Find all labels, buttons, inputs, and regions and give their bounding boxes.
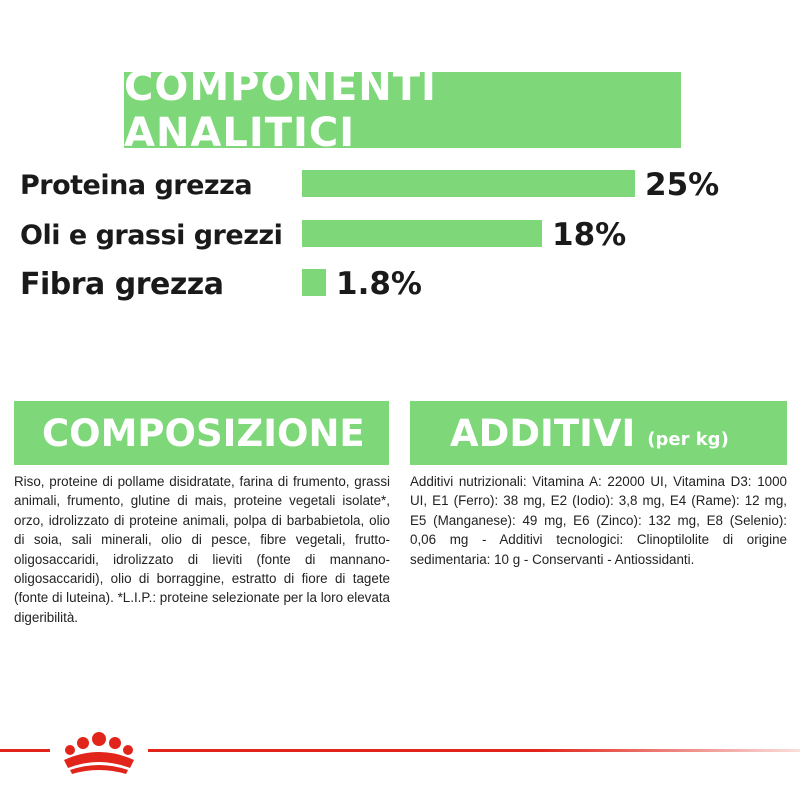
row-label: Proteina grezza xyxy=(20,169,253,201)
analitici-row-fibre xyxy=(0,259,800,309)
additivi-title-banner xyxy=(410,401,787,465)
royal-crown-icon xyxy=(54,730,144,776)
analitici-title: COMPONENTI ANALITICI xyxy=(124,64,437,156)
row-bar xyxy=(302,170,635,197)
row-bar xyxy=(302,269,326,296)
row-bar xyxy=(302,220,542,247)
composizione-title: COMPOSIZIONE xyxy=(42,411,365,455)
analitici-title-banner xyxy=(124,64,681,156)
footer-line-right xyxy=(148,749,800,752)
composizione-text: Riso, proteine di pollame disidratate, farina di frumento, grassi animali, frumento, glutine di mais, proteine vegetali isolate*, orzo, idrolizzato di proteine animali, polpa di barbabietola, olio di soia, sali minerali, olio di pesce, fibre vegetali, frutto-oligosaccaridi, idrolizzato di lieviti (fonte di mannano-oligosaccaridi), olio di borraggine, estratto di fiore di tagete (fonte di luteina). *L.I.P.: proteine selezionate per la loro elevata digeribilità. xyxy=(14,474,390,625)
row-value: 25% xyxy=(645,167,720,203)
row-label: Oli e grassi grezzi xyxy=(20,219,283,251)
additivi-subtitle: (per kg) xyxy=(647,428,729,450)
additivi-text: Additivi nutrizionali: Vitamina A: 22000 UI, Vitamina D3: 1000 UI, E1 (Ferro): 38 mg, E2 (Iodio): 3,8 mg, E4 (Rame): 12 mg, E5 (Manganese): 49 mg, E6 (Zinco): 132 mg, E8 (Selenio): 0,06 mg - Additivi tecnologici: Clinoptilolite di origine sedimentaria: 10 g - Conservanti - Antiossidanti. xyxy=(410,474,787,567)
analitici-row-protein xyxy=(0,160,800,210)
row-value: 1.8% xyxy=(336,266,422,302)
analitici-row-fat xyxy=(0,210,800,260)
composizione-title-banner xyxy=(14,401,389,465)
footer-line-left xyxy=(0,749,50,752)
additivi-title: ADDITIVI xyxy=(450,411,636,455)
row-label: Fibra grezza xyxy=(20,266,224,302)
row-value: 18% xyxy=(552,217,627,253)
